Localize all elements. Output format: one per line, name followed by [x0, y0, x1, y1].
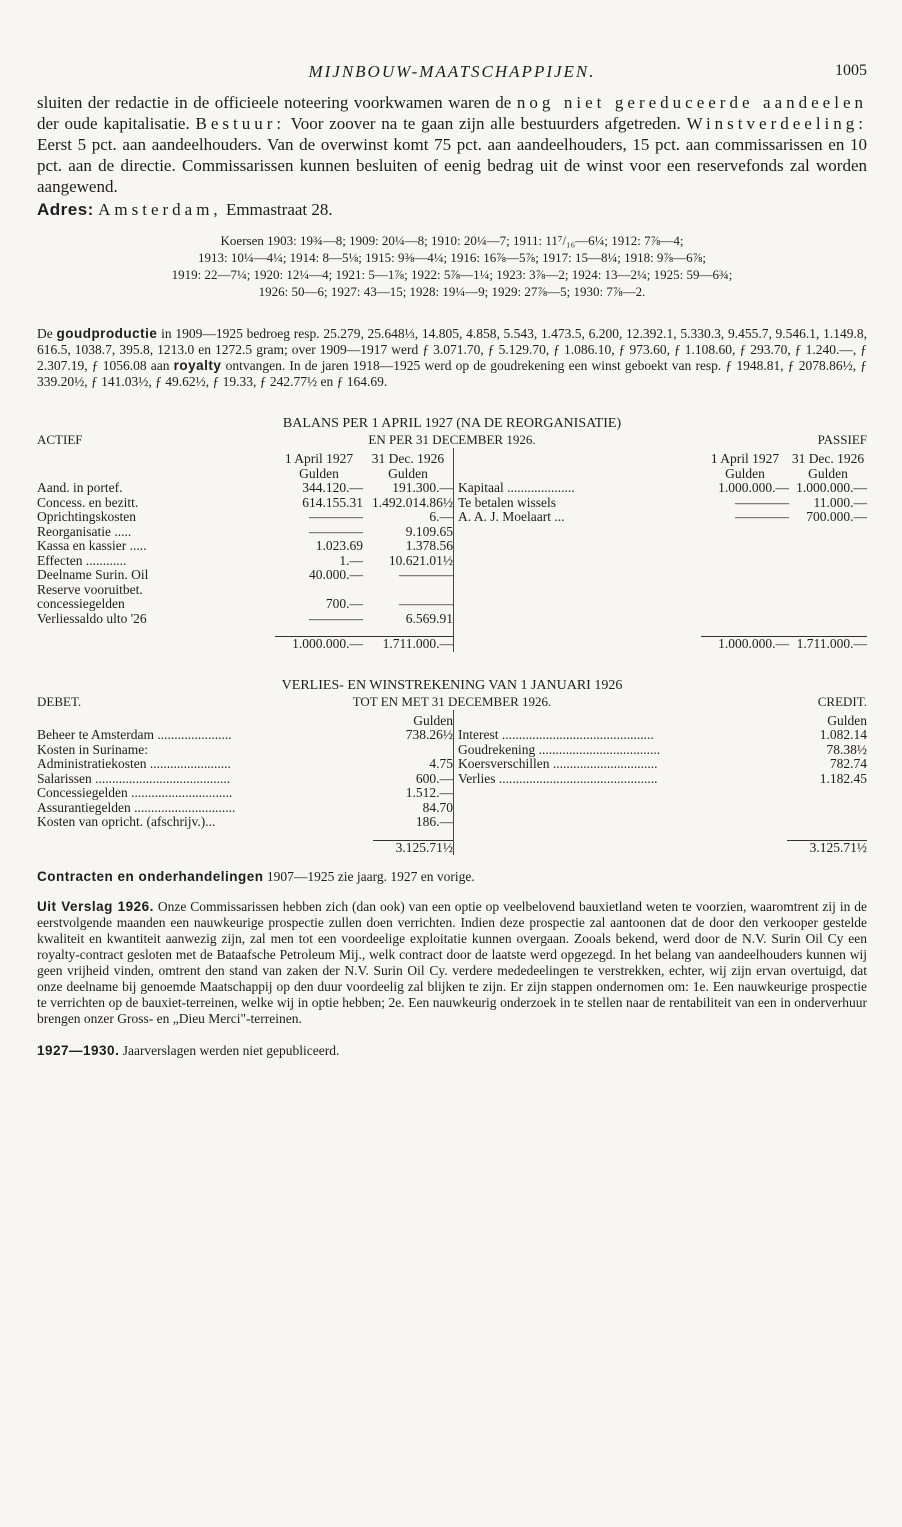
actief-row [37, 597, 453, 612]
actief-row [37, 496, 453, 511]
row-label: Assurantiegelden .............................. [37, 800, 236, 815]
debet-row [37, 801, 453, 816]
row-label: Concess. en bezitt. [37, 495, 139, 510]
credit-row [458, 757, 867, 772]
running-title: MIJNBOUW-MAATSCHAPPIJEN. [308, 62, 596, 81]
actief-total-b: 1.711.000.— [363, 636, 453, 652]
unit-label: Gulden [827, 712, 867, 728]
row-value-a: ———— [735, 509, 789, 524]
credit-unit-row [458, 714, 867, 729]
row-value-b: 700.000.— [806, 509, 867, 524]
credit-row [458, 743, 867, 758]
verlies-table [37, 710, 867, 856]
row-value: 600.— [415, 770, 453, 786]
credit-row [458, 772, 867, 787]
actief-header: ACTIEF [37, 432, 83, 447]
row-value-a: ———— [735, 494, 789, 510]
verslag-label: Uit Verslag 1926. [37, 899, 154, 914]
row-value: 738.26½ [405, 727, 453, 742]
koersen-line: 1926: 50—6; 1927: 43—15; 1928: 19¼—9; 1929: 27⅞—5; 1930: 7⅞—2. [258, 284, 646, 299]
row-label: A. A. J. Moelaart ... [457, 510, 565, 524]
col-31-dec-1926: 31 Dec. 1926 [791, 451, 865, 466]
balans-title: BALANS PER 1 APRIL 1927 (NA DE REORGANISATIE) [282, 416, 622, 431]
debet-row [37, 757, 453, 772]
goudproductie-label: goudproductie [56, 326, 158, 341]
credit-total: 3.125.71½ [787, 840, 867, 856]
unit-label: Gulden [413, 712, 453, 728]
row-value-a: 1.000.000.— [718, 480, 789, 495]
actief-row [37, 612, 453, 627]
row-value: 84.70 [422, 799, 453, 815]
row-value-b [363, 583, 453, 598]
row-value-a: 1.023.69 [315, 538, 363, 553]
passief-header: PASSIEF [817, 432, 867, 447]
verlies-title: VERLIES- EN WINSTREKENING VAN 1 JANUARI 1926 [281, 677, 623, 693]
actief-col-head [37, 452, 453, 467]
debet-row [37, 815, 453, 830]
row-label: Concessiegelden .............................. [37, 786, 233, 800]
passief-row [458, 496, 867, 511]
row-value-a [275, 583, 363, 598]
debet-header: DEBET. [37, 693, 82, 709]
balans-subtitle: EN PER 31 DECEMBER 1926. [368, 432, 536, 447]
col-31-dec-1926: 31 Dec. 1926 [371, 451, 445, 466]
unit-label: Gulden [388, 465, 428, 481]
row-value-b: ———— [398, 596, 453, 611]
col-1-april-1927: 1 April 1927 [284, 451, 354, 466]
debet-row [37, 786, 453, 801]
intro-text-3: Voor zoover na te gaan zijn alle bestuurders afgetreden. [285, 114, 687, 133]
unit-label: Gulden [299, 465, 339, 481]
row-value-a: 614.155.31 [302, 494, 363, 510]
row-label: Kosten in Suriname: [37, 742, 148, 757]
actief-row [37, 525, 453, 540]
passief-total-row [458, 636, 867, 652]
actief-unit-row [37, 467, 453, 482]
winstverdeeling-label: Winstverdeeling: [686, 114, 867, 133]
row-label: Salarissen ........................................ [37, 771, 231, 786]
credit-header: CREDIT. [817, 693, 867, 709]
verlies-header-row [37, 694, 867, 710]
jaarverslagen-label: 1927—1930. [37, 1043, 120, 1058]
row-value-b: 10.621.01½ [388, 552, 453, 568]
row-value [373, 743, 453, 758]
row-value-b: 6.569.91 [405, 610, 453, 626]
credit-row [458, 728, 867, 743]
page-number: 1005 [835, 62, 867, 79]
row-label: Goudrekening .................................... [457, 742, 661, 757]
goud-text-1: De [37, 326, 57, 341]
actief-row [37, 539, 453, 554]
unit-label: Gulden [725, 465, 765, 481]
passief-row [458, 510, 867, 525]
debet-unit-row [37, 714, 453, 729]
row-value-b: 9.109.65 [405, 523, 453, 539]
contracten-label: Contracten en onderhandelingen [37, 869, 264, 884]
goudproductie-paragraph [37, 326, 867, 390]
contracten-text: 1907—1925 zie jaarg. 1927 en vorige. [263, 869, 475, 884]
intro-spaced-1: nog niet gereduceerde aandeelen [516, 93, 867, 112]
intro-text-4: Eerst 5 pct. aan aandeelhouders. Van de overwinst komt 75 pct. aan aandeelhouders, 15 pct. aan commissarissen en 10 pct. aan de directie. Commissarissen kunnen besluiten of eenig bedrag uit de winst voor een reservefonds zal worden aangewend. [37, 135, 867, 196]
row-value: 1.082.14 [819, 727, 867, 742]
row-value-a: 344.120.— [302, 480, 363, 495]
goud-text-3: ontvangen. In de jaren 1918—1925 werd op de goudrekening een winst geboekt van resp. ƒ 1948.81, ƒ 2078.86½, ƒ 339.20½, ƒ 141.03½, ƒ 49.62½, ƒ 19.33, ƒ 242.77½ en ƒ 164.69. [37, 358, 867, 389]
row-value-b: 11.000.— [813, 494, 867, 510]
row-label: Reserve vooruitbet. [37, 582, 143, 597]
actief-column [37, 448, 454, 652]
row-label: Reorganisatie ..... [37, 524, 132, 539]
goud-text-2: in 1909—1925 bedroeg resp. 25.279, 25.648⅓, 14.805, 4.858, 5.543, 1.473.5, 6.200, 12.392.1, 5.330.3, 9.455.7, 9.546.1, 1.149.8, 616.5, 1038.7, 395.8, 1213.0 en 1272.5 gram; over 1909—1917 werd ƒ 3.071.70, ƒ 5.129.70, ƒ 1.086.10, ƒ 973.60, ƒ 1.108.60, ƒ 293.70, ƒ 1.240.—, ƒ 2.307.19, ƒ 1056.08 aan [37, 326, 867, 373]
koersen-line: 1919: 22—7¼; 1920: 12¼—4; 1921: 5—1⅞; 1922: 5⅞—1¼; 1923: 3⅞—2; 1924: 13—2¼; 1925: 59—6¾; [171, 267, 733, 282]
row-label: Aand. in portef. [37, 481, 123, 495]
debet-total: 3.125.71½ [373, 840, 453, 856]
verlies-subtitle: TOT EN MET 31 DECEMBER 1926. [352, 693, 552, 709]
row-label: concessiegelden [37, 597, 125, 611]
row-label: Interest ............................................. [457, 728, 654, 742]
row-value-a: ———— [308, 523, 363, 539]
row-value-a: 40.000.— [308, 567, 363, 582]
debet-row [37, 772, 453, 787]
koersen-line: 1913: 10¼—4¼; 1914: 8—5⅛; 1915: 9⅜—4¼; 1916: 16⅞—5⅞; 1917: 15—8¼; 1918: 9⅞—6⅞; [197, 250, 707, 265]
row-value: 4.75 [429, 756, 453, 771]
row-label: Effecten ............ [37, 553, 127, 568]
row-label: Koersverschillen ............................... [457, 757, 658, 771]
passief-col-head [458, 452, 867, 467]
row-label: Deelname Surin. Oil [37, 568, 149, 582]
passief-column [454, 448, 867, 652]
row-label: Verliessaldo ulto '26 [37, 611, 147, 626]
row-label: Oprichtingskosten [37, 510, 136, 524]
balans-table [37, 448, 867, 652]
row-value-b: 191.300.— [392, 480, 453, 495]
row-label: Kosten van opricht. (afschrijv.)... [37, 815, 216, 829]
debet-total-row [37, 840, 453, 856]
royalty-label: royalty [173, 358, 222, 373]
page [37, 62, 867, 1059]
verlies-winst-section [37, 678, 867, 856]
unit-label: Gulden [808, 465, 848, 481]
row-value-b: 6.— [429, 509, 453, 524]
debet-column [37, 710, 454, 856]
actief-row [37, 481, 453, 496]
balans-section [37, 416, 867, 652]
row-label: Te betalen wissels [457, 495, 557, 510]
intro-paragraph [37, 92, 867, 197]
jaarverslagen-text: Jaarverslagen werden niet gepubliceerd. [119, 1043, 340, 1058]
row-value: 782.74 [829, 756, 867, 771]
col-1-april-1927: 1 April 1927 [710, 451, 780, 466]
actief-total-a: 1.000.000.— [275, 636, 363, 652]
bestuur-label: Bestuur: [195, 114, 286, 133]
actief-row [37, 510, 453, 525]
row-value-b: 1.000.000.— [796, 480, 867, 495]
passief-total-a: 1.000.000.— [701, 636, 789, 652]
credit-column [454, 710, 867, 856]
intro-text-1: sluiten der redactie in de officieele noteering voorkwamen waren de [37, 93, 517, 112]
actief-row [37, 568, 453, 583]
row-value-a: 700.— [325, 596, 363, 611]
row-value-b: ———— [398, 567, 453, 582]
passief-row [458, 481, 867, 496]
adres-city: Amsterdam, [98, 200, 222, 219]
verslag-text: Onze Commissarissen hebben zich (dan ook) van een optie op veelbelovend bauxietland weten te voorzien, waaromtrent zij in de eerstvolgende maanden een nauwkeurige prospectie zullen doen verrichten. Indien deze prospectie zal aantoonen dat de door den verkooper gestelde kwaliteit en kwantiteit aanwezig zijn, zal men tot een voordeelige exploitatie kunnen overgaan. Zooals bekend, werd door de N.V. Surin Oil Cy een royalty-contract gesloten met de Bataafsche Petroleum Mij., welk contract door de laatste werd opgezegd. In het belang van aandeelhouders kunnen wij geen vrijheid vinden, omtrent den stand van zaken der N.V. Surin Oil Cy. verdere mededeelingen te verstrekken, echter, wij zijn ervan overtuigd, dat onze deelname bij genoemde Maatschappij op den duur voordeelig zal blijken te zijn. Er zijn stappen ondernomen om: 1e. Een nauwkeurige prospectie te verrichten op de bauxiet-terreinen, welke wij in optie hebben; 2e. Een nauwkeurig onderzoek in te stellen naar de rentabiliteit van een in onderverhuur brengen onzer Gross- en „Dieu Merci"-terreinen. [37, 899, 867, 1026]
actief-row [37, 583, 453, 598]
passief-total-b: 1.711.000.— [789, 636, 867, 652]
balans-header-row [37, 432, 867, 448]
contracten-paragraph [37, 869, 867, 885]
row-value: 1.512.— [405, 785, 453, 800]
debet-row [37, 743, 453, 758]
row-value: 1.182.45 [819, 770, 867, 786]
jaarverslagen-paragraph [37, 1043, 867, 1059]
row-label: Kassa en kassier ..... [37, 539, 147, 553]
row-label: Verlies ............................................... [457, 771, 658, 786]
adres-label: Adres: [37, 200, 94, 219]
adres-line [37, 199, 867, 220]
actief-row [37, 554, 453, 569]
row-value-b: 1.492.014.86½ [371, 494, 453, 510]
passief-unit-row [458, 467, 867, 482]
row-label: Beheer te Amsterdam ...................... [37, 728, 232, 742]
koersen-line: Koersen 1903: 19¾—8; 1909: 20¼—8; 1910: 20¼—7; 1911: 11⁷/₁₆—6¼; 1912: 7⅞—4; [220, 233, 684, 248]
row-value-a: ———— [308, 610, 363, 626]
koersen-block [37, 232, 867, 300]
row-value-b: 1.378.56 [405, 538, 453, 553]
credit-total-row [458, 840, 867, 856]
row-label: Kapitaal .................... [457, 481, 575, 495]
verslag-paragraph [37, 899, 867, 1027]
adres-street: Emmastraat 28. [225, 200, 333, 219]
running-header [37, 62, 867, 92]
row-value-a: ———— [308, 509, 363, 524]
actief-total-row [37, 636, 453, 652]
row-value: 78.38½ [826, 741, 867, 757]
row-value: 186.— [415, 814, 453, 829]
intro-text-2: der oude kapitalisatie. [37, 114, 196, 133]
row-label: Administratiekosten ........................ [37, 757, 231, 771]
debet-row [37, 728, 453, 743]
row-value-a: 1.— [339, 552, 363, 568]
